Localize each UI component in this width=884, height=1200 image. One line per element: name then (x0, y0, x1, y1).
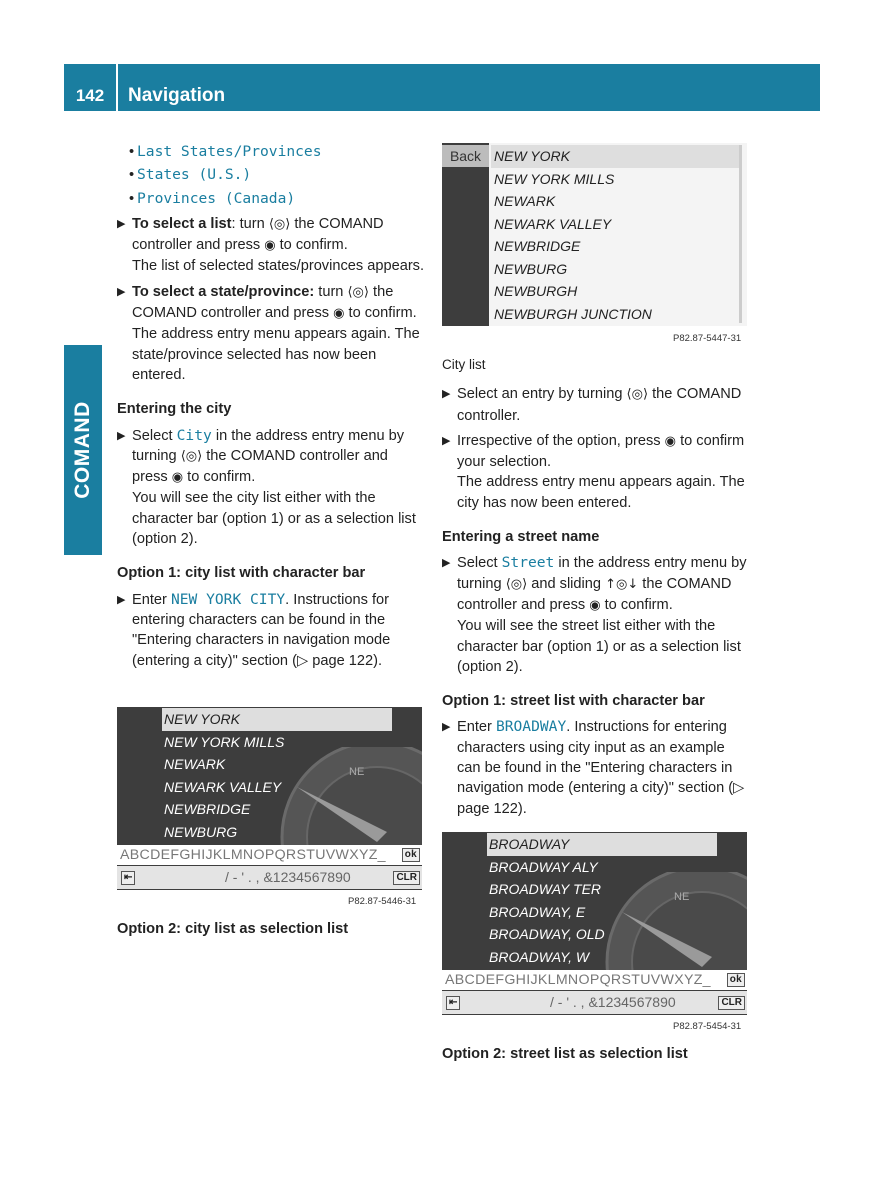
city-list-screen (442, 143, 747, 326)
list-item-label: BROADWAY, E (489, 903, 586, 920)
turn-controller-icon: ⟨◎⟩ (626, 387, 649, 403)
heading-entering-city: Entering the city (117, 401, 232, 418)
back-button-label: Back (449, 148, 482, 164)
step-text: to confirm. (183, 469, 256, 486)
list-item-label: NEWARK (494, 193, 556, 209)
step-note: The list of selected states/provinces appears. (132, 258, 425, 275)
input-value: BROADWAY (495, 718, 567, 736)
press-controller-icon: ◉ (171, 470, 184, 486)
character-bar-letters[interactable]: ABCDEFGHIJKLMNOPQRSTUVWXYZ_ (445, 972, 711, 988)
number-bar-chars[interactable]: / - ' . , &1234567890 (225, 869, 351, 885)
clr-button[interactable]: CLR (393, 871, 420, 885)
left-column (117, 142, 427, 676)
list-item[interactable] (491, 145, 740, 168)
list-item-label: BROADWAY TER (489, 881, 602, 897)
caption-option2-city: Option 2: city list as selection list (117, 921, 349, 937)
list-item-label: NEWBRIDGE (164, 801, 251, 817)
step-text: in the address entry menu by turning (132, 427, 405, 464)
list-item-label: NEWBURGH (494, 283, 578, 299)
character-bar-letters[interactable]: ABCDEFGHIJKLMNOPQRSTUVWXYZ_ (120, 847, 386, 863)
step-note: You will see the street list either with the character bar (option 1) or as a selection list (option 2). (457, 618, 741, 675)
compass-label: NE (349, 766, 365, 778)
step-text: Enter (457, 719, 496, 736)
list-item-label: NEWBURG (494, 260, 568, 277)
step-text: . Instructions for entering characters can be found in the "Entering characters in navigation mode (entering a city)" section (▷ page 122). (132, 591, 391, 669)
side-tab-label: COMAND (71, 401, 94, 499)
press-controller-icon: ◉ (333, 306, 345, 322)
list-item[interactable] (164, 821, 237, 844)
list-item[interactable] (164, 798, 250, 821)
list-item-label: NEWARK VALLEY (164, 778, 282, 795)
list-item[interactable] (494, 235, 580, 258)
character-bar[interactable] (117, 845, 422, 865)
menu-option: Last States/Provinces (137, 143, 322, 160)
list-item (117, 189, 427, 209)
caption-option2-street: Option 2: street list as selection list (442, 1046, 688, 1062)
step-text: the COMAND controller and press (132, 283, 394, 322)
menu-option: Street (501, 554, 555, 572)
back-arrow-icon[interactable]: ⇤ (121, 871, 135, 885)
step-note: The address entry menu appears again. The state/province selected has now been entered. (132, 326, 420, 383)
figure-ref: P82.87-5454-31 (673, 1021, 742, 1032)
slide-controller-icon: ↑◎↓ (605, 576, 639, 592)
step-text: to confirm. (275, 237, 348, 254)
list-item-label: BROADWAY, W (489, 948, 590, 965)
figure-ref: P82.87-5447-31 (673, 333, 742, 344)
instruction-step (442, 431, 752, 513)
heading-option1-city: Option 1: city list with character bar (117, 565, 366, 582)
instruction-step (117, 214, 427, 277)
section-title: Navigation (128, 85, 226, 106)
caption-city-list: City list (442, 357, 486, 372)
step-text: Enter (132, 591, 171, 608)
page-header (64, 64, 820, 111)
list-item[interactable] (494, 213, 611, 236)
list-item[interactable] (494, 280, 577, 303)
back-button[interactable] (442, 145, 489, 167)
heading-entering-street: Entering a street name (442, 529, 600, 546)
number-bar-chars[interactable]: / - ' . , &1234567890 (550, 994, 676, 1010)
press-controller-icon: ◉ (664, 433, 677, 449)
list-item-label: NEWARK (164, 756, 226, 772)
step-arrow-icon: ▶ (442, 434, 451, 447)
list-item-label: BROADWAY, OLD (489, 926, 605, 942)
menu-option: City (176, 426, 212, 444)
step-arrow-icon: ▶ (117, 285, 126, 298)
list-item-label: NEWBURGH JUNCTION (494, 305, 652, 322)
ok-button[interactable]: ok (727, 973, 745, 987)
menu-option: Provinces (Canada) (137, 189, 296, 207)
list-item-label: NEW YORK MILLS (494, 170, 615, 187)
turn-controller-icon: ⟨◎⟩ (347, 284, 369, 300)
instruction-step (442, 553, 752, 677)
instruction-step (442, 717, 752, 818)
step-text: Select (457, 555, 502, 572)
right-column (442, 355, 752, 824)
turn-controller-icon: ⟨◎⟩ (180, 448, 203, 464)
ok-button[interactable]: ok (402, 848, 420, 862)
heading-option1-street: Option 1: street list with character bar (442, 693, 705, 710)
list-item-label: BROADWAY (489, 836, 570, 852)
list-item (117, 165, 427, 185)
turn-controller-icon: ⟨◎⟩ (505, 576, 528, 592)
menu-option: States (U.S.) (137, 166, 252, 184)
header-divider (116, 64, 118, 111)
instruction-step (117, 590, 427, 671)
list-item-label: NEW YORK (494, 148, 570, 164)
step-text: in the address entry menu by turning (457, 555, 747, 592)
list-item-label: NEW YORK MILLS (164, 733, 285, 750)
character-bar[interactable] (442, 970, 747, 990)
clr-button[interactable]: CLR (718, 996, 745, 1010)
list-item-label: NEWBURG (164, 823, 238, 840)
step-text: the COMAND controller and press (132, 447, 388, 486)
instruction-step (117, 282, 427, 385)
step-arrow-icon: ▶ (442, 388, 451, 401)
step-arrow-icon: ▶ (442, 557, 451, 570)
list-item-label: NEWARK VALLEY (494, 215, 612, 232)
step-text: . Instructions for entering characters using city input as an example can be found in the "Entering characters in navigation mode (entering a city)" section (▷ page 122). (457, 719, 745, 817)
step-text: the COMAND controller. (457, 386, 742, 424)
list-item-label: NEW YORK (164, 711, 240, 727)
street-charbar-screen (442, 832, 747, 1015)
step-arrow-icon: ▶ (117, 429, 126, 442)
press-controller-icon: ◉ (589, 597, 601, 613)
number-bar[interactable] (442, 991, 747, 1014)
step-text: : turn (231, 215, 269, 232)
step-arrow-icon: ▶ (117, 593, 126, 606)
list-item[interactable] (489, 946, 589, 969)
step-text: Irrespective of the option, press (457, 432, 665, 449)
list-item[interactable] (494, 258, 567, 281)
step-bold: To select a state/province: (132, 283, 315, 300)
list-item[interactable] (489, 878, 601, 901)
step-text: and sliding (527, 575, 606, 592)
list-item[interactable] (489, 923, 605, 946)
step-text: the COMAND controller and press (132, 215, 384, 254)
side-tab (64, 345, 102, 555)
list-item[interactable] (494, 190, 555, 213)
scrollbar[interactable] (739, 145, 742, 323)
list-item[interactable] (164, 753, 225, 776)
page-number: 142 (75, 86, 105, 105)
step-text: to confirm. (600, 596, 673, 613)
list-item[interactable] (487, 833, 717, 856)
list-item-label: NEWBRIDGE (494, 238, 581, 254)
list-item-label: BROADWAY ALY (489, 858, 598, 875)
step-text: turn (314, 283, 348, 300)
input-value: NEW YORK CITY (170, 590, 286, 608)
list-item[interactable] (494, 303, 652, 326)
step-arrow-icon: ▶ (442, 721, 451, 734)
step-text: the COMAND controller and press (457, 575, 732, 613)
step-arrow-icon: ▶ (117, 217, 126, 230)
back-panel (442, 143, 489, 326)
list-item[interactable] (494, 168, 614, 191)
back-arrow-icon[interactable]: ⇤ (446, 996, 460, 1010)
list-item[interactable] (162, 708, 392, 731)
number-bar[interactable] (117, 866, 422, 889)
turn-controller-icon: ⟨◎⟩ (268, 216, 291, 232)
figure-ref: P82.87-5446-31 (348, 896, 417, 907)
step-note: The address entry menu appears again. The city has now been entered. (457, 474, 745, 511)
list-item[interactable] (489, 901, 585, 924)
step-text: Select (132, 427, 177, 444)
instruction-step (442, 384, 752, 426)
list-item[interactable] (164, 776, 281, 799)
list-item[interactable] (489, 856, 598, 879)
city-charbar-screen (117, 707, 422, 890)
instruction-step (117, 426, 427, 550)
compass-label: NE (674, 891, 690, 903)
list-item[interactable] (164, 731, 284, 754)
step-text: Select an entry by turning (457, 386, 627, 403)
step-text: to confirm. (344, 305, 417, 322)
list-item (117, 142, 427, 162)
press-controller-icon: ◉ (264, 238, 276, 254)
step-text: to confirm your selection. (457, 432, 745, 471)
step-note: You will see the city list either with the character bar (option 1) or as a selection list (option 2). (132, 490, 416, 548)
step-bold: To select a list (132, 215, 232, 232)
